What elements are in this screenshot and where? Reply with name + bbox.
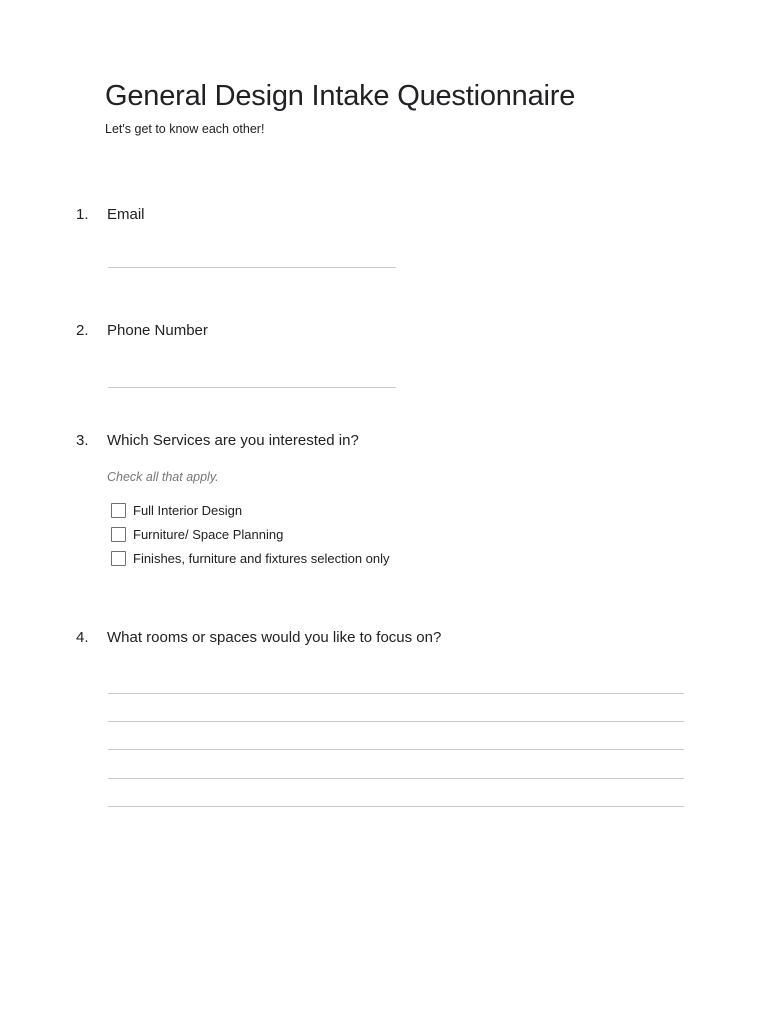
checkbox-helper-text: Check all that apply. [107, 470, 219, 484]
question-label-services: Which Services are you interested in? [107, 432, 359, 449]
paragraph-answer-line[interactable] [108, 806, 684, 807]
option-full-interior-design[interactable] [111, 501, 242, 519]
checkbox[interactable] [111, 503, 126, 518]
form-description: Let's get to know each other! [105, 122, 265, 136]
paragraph-answer-line[interactable] [108, 693, 684, 694]
paragraph-answer-line[interactable] [108, 749, 684, 750]
option-label: Furniture/ Space Planning [133, 526, 284, 542]
paragraph-answer-line[interactable] [108, 721, 684, 722]
question-number: 2. [76, 322, 89, 339]
option-label: Finishes, furniture and fixtures selection only [133, 550, 390, 566]
checkbox[interactable] [111, 527, 126, 542]
option-finishes-selection[interactable] [111, 549, 390, 567]
question-label-email: Email [107, 206, 145, 223]
email-answer-line[interactable] [108, 267, 396, 268]
question-number: 3. [76, 432, 89, 449]
option-label: Full Interior Design [133, 502, 243, 518]
question-number: 4. [76, 629, 89, 646]
checkbox[interactable] [111, 551, 126, 566]
option-furniture-space-planning[interactable] [111, 525, 283, 543]
question-number: 1. [76, 206, 89, 223]
phone-number-answer-line[interactable] [108, 387, 396, 388]
question-label-rooms-spaces: What rooms or spaces would you like to focus on? [107, 629, 442, 646]
form-title: General Design Intake Questionnaire [105, 80, 576, 112]
question-label-phone-number: Phone Number [107, 322, 208, 339]
paragraph-answer-line[interactable] [108, 778, 684, 779]
